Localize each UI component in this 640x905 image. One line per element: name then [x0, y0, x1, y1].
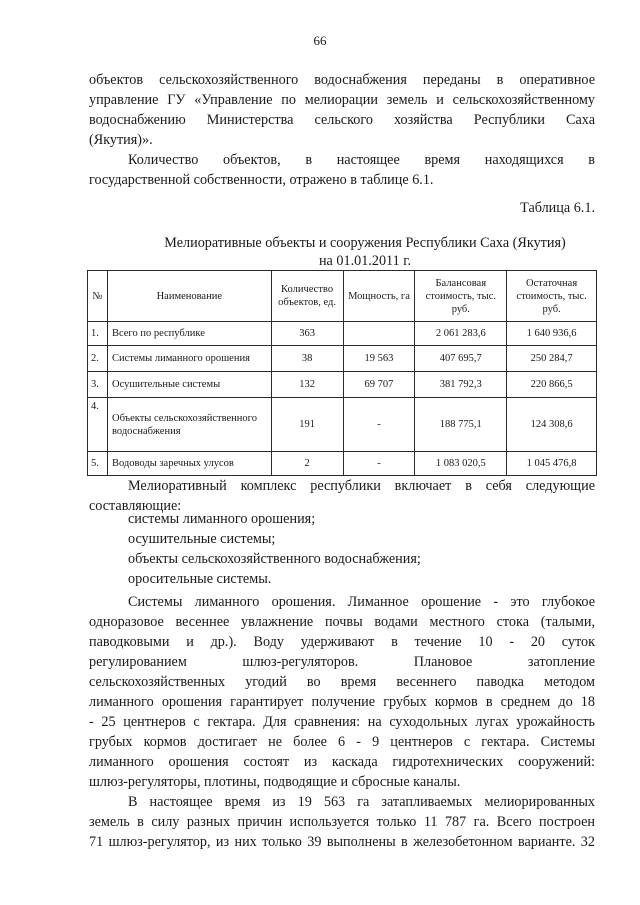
cell: Водоводы заречных улусов	[107, 452, 271, 476]
table-row	[88, 346, 597, 372]
cell: 2	[271, 452, 343, 476]
table-title-line: на 01.01.2011 г.	[318, 253, 412, 269]
cell: Всего по республике	[107, 322, 271, 346]
text-line: Количество объектов, в настоящее время находящихся в	[128, 152, 595, 168]
components-list	[128, 509, 421, 589]
text-line: (Якутия)».	[89, 132, 153, 148]
cell: 220 866,5	[507, 372, 597, 398]
text-line: государственной собственности, отражено в таблице 6.1.	[89, 172, 434, 188]
column-header: №	[88, 271, 108, 322]
column-header: Остаточная стоимость, тыс. руб.	[507, 271, 597, 322]
text-line: лиманного орошения состоят из каскада гидротехнических сооружений:	[89, 754, 595, 770]
text-line: шлюз-регуляторы, плотины, подводящие и сбросные каналы.	[89, 774, 461, 790]
text-line: регулированием шлюз-регуляторов. Плановое затопление	[89, 654, 595, 670]
text-line: паводковыми и др.). Воду удерживают в течение 10 - 20 суток	[89, 634, 595, 650]
cell: 1.	[88, 322, 108, 346]
text-line: одноразовое весеннее увлажнение почвы водами местного стока (талыми,	[89, 614, 595, 630]
cell: -	[343, 452, 415, 476]
list-item: объекты сельскохозяйственного водоснабжения;	[128, 551, 421, 567]
table-row	[88, 398, 597, 452]
column-header: Мощность, га	[343, 271, 415, 322]
cell: 2 061 283,6	[415, 322, 507, 346]
cell: 1 083 020,5	[415, 452, 507, 476]
text-line: составляющие:	[89, 498, 182, 514]
cell: 38	[271, 346, 343, 372]
table-caption: Таблица 6.1.	[520, 200, 595, 216]
text-line: управление ГУ «Управление по мелиорации земель и сельскохозяйственному	[89, 92, 595, 108]
cell	[343, 322, 415, 346]
list-item: системы лиманного орошения;	[128, 511, 316, 527]
cell: 363	[271, 322, 343, 346]
table-row	[88, 452, 597, 476]
cell: Объекты сельскохозяйственного водоснабжения	[107, 398, 271, 452]
table-title	[100, 234, 630, 270]
cell: 191	[271, 398, 343, 452]
cell: 381 792,3	[415, 372, 507, 398]
cell: 19 563	[343, 346, 415, 372]
table-header-row	[88, 271, 597, 322]
objects-table	[87, 270, 597, 476]
cell: Системы лиманного орошения	[107, 346, 271, 372]
cell: 1 640 936,6	[507, 322, 597, 346]
text-line: земель в силу разных причин используется только 11 787 га. Всего построен	[89, 814, 595, 830]
page-number: 66	[313, 33, 327, 48]
cell: 250 284,7	[507, 346, 597, 372]
column-header: Балансовая стоимость, тыс. руб.	[415, 271, 507, 322]
table-row	[88, 322, 597, 346]
body-paragraph	[89, 592, 595, 852]
text-line: грубых кормов достигает не более 6 - 9 центнеров с гектара. Системы	[89, 734, 595, 750]
cell: -	[343, 398, 415, 452]
cell: 5.	[88, 452, 108, 476]
column-header: Количество объектов, ед.	[271, 271, 343, 322]
column-header: Наименование	[107, 271, 271, 322]
text-line: сельскохозяйственных угодий во время весеннего паводка методом	[89, 674, 595, 690]
table-title-line: Мелиоративные объекты и сооружения Республики Саха (Якутия)	[164, 235, 566, 251]
table-row	[88, 372, 597, 398]
list-item: оросительные системы.	[128, 571, 272, 587]
text-line: лиманного орошения гарантирует получение грубых кормов в среднем до 18	[89, 694, 595, 710]
text-line: Системы лиманного орошения. Лиманное орошение - это глубокое	[128, 594, 595, 610]
text-line: 71 шлюз-регулятор, из них только 39 выполнены в железобетонном варианте. 32	[89, 834, 595, 850]
cell: 407 695,7	[415, 346, 507, 372]
cell: 4.	[88, 398, 108, 452]
cell: 124 308,6	[507, 398, 597, 452]
cell: 3.	[88, 372, 108, 398]
text-line: - 25 центнеров с гектара. Для сравнения: на суходольных лугах урожайность	[89, 714, 595, 730]
cell: 1 045 476,8	[507, 452, 597, 476]
text-line: водоснабжению Министерства сельского хозяйства Республики Саха	[89, 112, 595, 128]
text-line: Мелиоративный комплекс республики включает в себя следующие	[128, 478, 595, 494]
cell: 69 707	[343, 372, 415, 398]
intro-paragraph	[89, 70, 595, 190]
list-item: осушительные системы;	[128, 531, 276, 547]
text-line: объектов сельскохозяйственного водоснабжения переданы в оперативное	[89, 72, 595, 88]
cell: 2.	[88, 346, 108, 372]
cell: 188 775,1	[415, 398, 507, 452]
cell: 132	[271, 372, 343, 398]
cell: Осушительные системы	[107, 372, 271, 398]
text-line: В настоящее время из 19 563 га затапливаемых мелиорированных	[128, 794, 595, 810]
